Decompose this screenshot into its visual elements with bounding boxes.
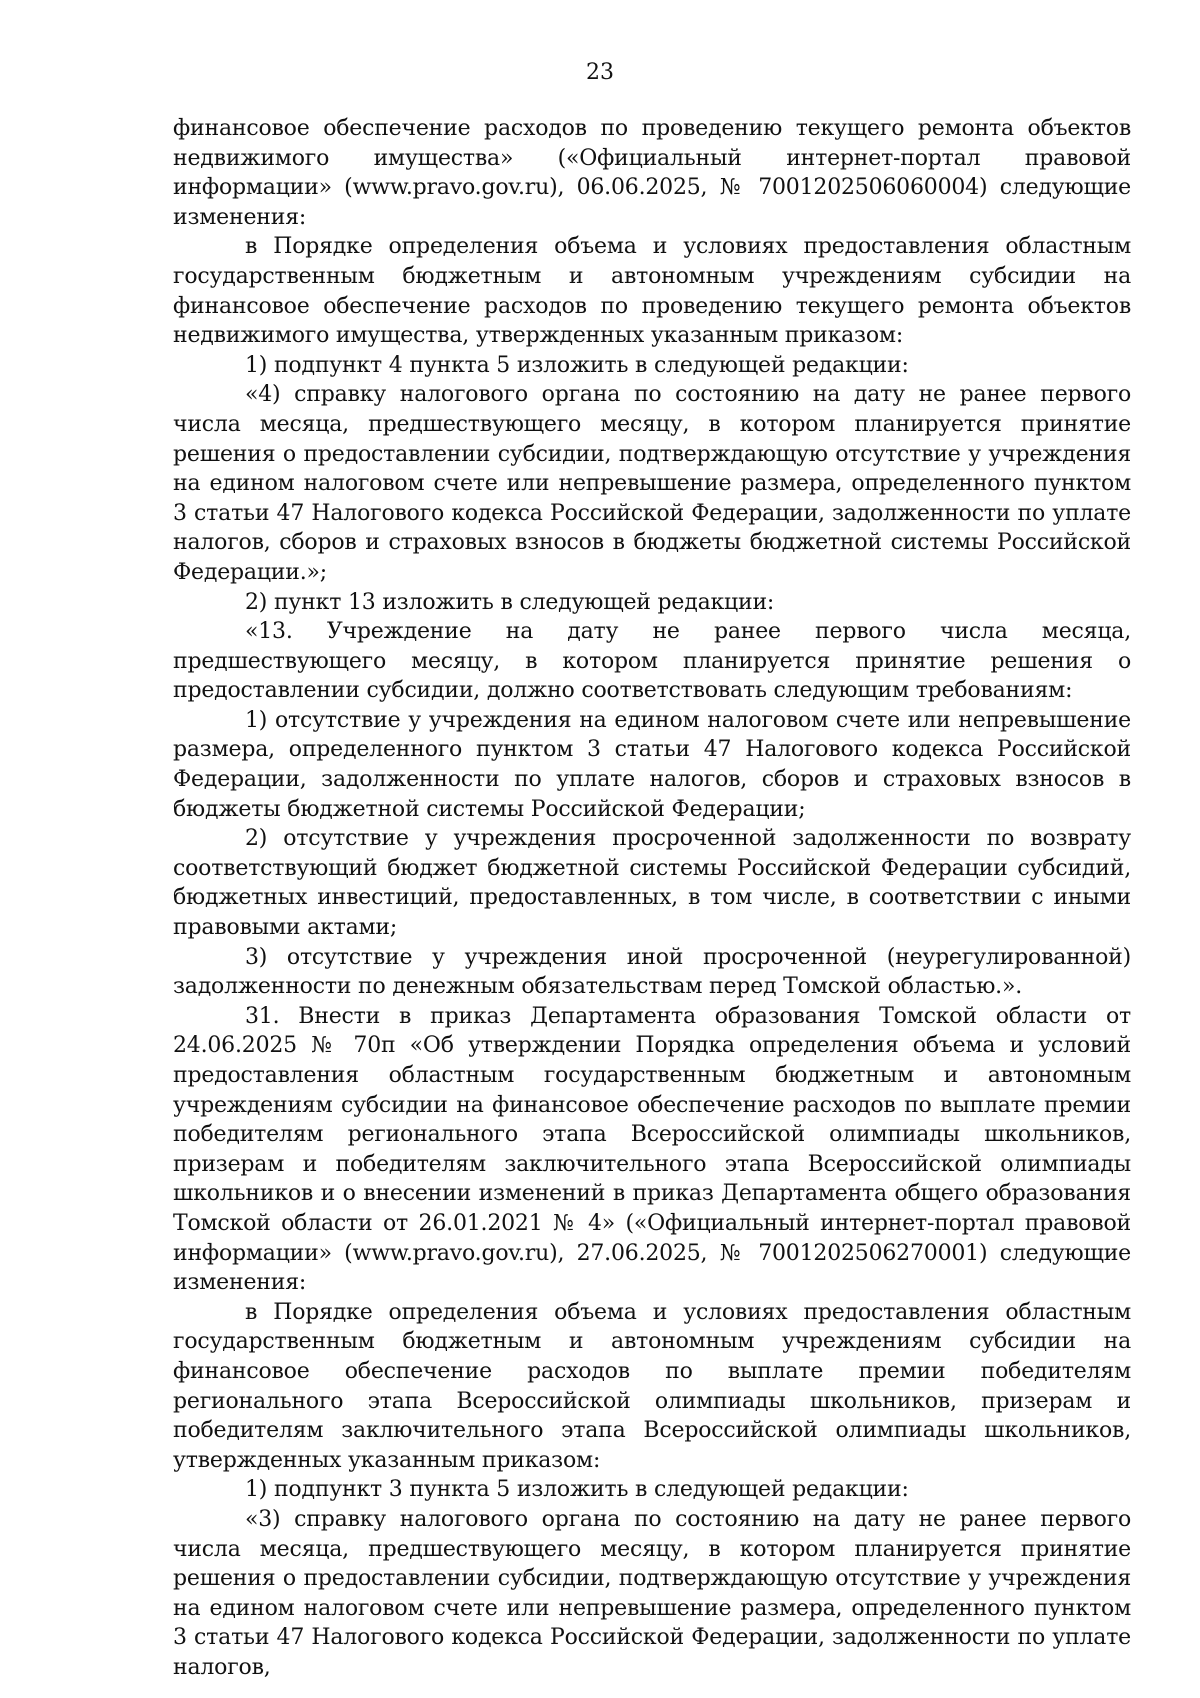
paragraph-5: 2) пункт 13 изложить в следующей редакции: [245, 589, 775, 615]
paragraph-1: финансовое обеспечение расходов по проведению текущего ремонта объектов недвижимого имущества» («Официальный интернет-портал правовой информации» (www.pravo.gov.ru), 06.06.2025, № 7001202506060004) следующие изменения: [173, 116, 1131, 230]
paragraph-10: 31. Внести в приказ Департамента образования Томской области от 24.06.2025 № 70п «Об утверждении Порядка определения объема и условий предоставления областным государственным бюджетным и автономным учреждениям субсидии на финансовое обеспечение расходов по выплате премии победителям регионального этапа Всероссийской олимпиады школьников, призерам и победителям заключительного этапа Всероссийской олимпиады школьников и о внесении изменений в приказ Департамента общего образования Томской области от 26.01.2021 № 4» («Официальный интернет-портал правовой информации» (www.pravo.gov.ru), 27.06.2025, № 7001202506270001) следующие изменения: [173, 1003, 1131, 1296]
page-number: 23 [586, 60, 614, 85]
paragraph-9: 3) отсутствие у учреждения иной просроченной (неурегулированной) задолженности по денежным обязательствам перед Томской областью.». [173, 944, 1131, 1000]
paragraph-11: в Порядке определения объема и условиях предоставления областным государственным бюджетным и автономным учреждениям субсидии на финансовое обеспечение расходов по выплате премии победителям регионального этапа Всероссийской олимпиады школьников, призерам и победителям заключительного этапа Всероссийской олимпиады школьников, утвержденных указанным приказом: [173, 1299, 1131, 1473]
document-body [173, 114, 1131, 1682]
paragraph-2: в Порядке определения объема и условиях предоставления областным государственным бюджетным и автономным учреждениям субсидии на финансовое обеспечение расходов по проведению текущего ремонта объектов недвижимого имущества, утвержденных указанным приказом: [173, 234, 1131, 349]
paragraph-6: «13. Учреждение на дату не ранее первого числа месяца, предшествующего месяцу, в котором планируется принятие решения о предоставлении субсидии, должно соответствовать следующим требованиям: [173, 619, 1131, 704]
paragraph-7: 1) отсутствие у учреждения на едином налоговом счете или непревышение размера, определенного пунктом 3 статьи 47 Налогового кодекса Российской Федерации, задолженности по уплате налогов, сборов и страховых взносов в бюджеты бюджетной системы Российской Федерации; [173, 707, 1131, 822]
paragraph-12: 1) подпункт 3 пункта 5 изложить в следующей редакции: [245, 1477, 909, 1503]
paragraph-3: 1) подпункт 4 пункта 5 изложить в следующей редакции: [245, 352, 909, 378]
paragraph-8: 2) отсутствие у учреждения просроченной задолженности по возврату соответствующий бюджет бюджетной системы Российской Федерации субсидий, бюджетных инвестиций, предоставленных, в том числе, в соответствии с иными правовыми актами; [173, 826, 1131, 941]
paragraph-4: «4) справку налогового органа по состоянию на дату не ранее первого числа месяца, предшествующего месяцу, в котором планируется принятие решения о предоставлении субсидии, подтверждающую отсутствие у учреждения на едином налоговом счете или непревышение размера, определенного пунктом 3 статьи 47 Налогового кодекса Российской Федерации, задолженности по уплате налогов, сборов и страховых взносов в бюджеты бюджетной системы Российской Федерации.»; [173, 382, 1131, 585]
paragraph-13: «3) справку налогового органа по состоянию на дату не ранее первого числа месяца, предшествующего месяцу, в котором планируется принятие решения о предоставлении субсидии, подтверждающую отсутствие у учреждения на едином налоговом счете или непревышение размера, определенного пунктом 3 статьи 47 Налогового кодекса Российской Федерации, задолженности по уплате налогов, [173, 1506, 1131, 1680]
